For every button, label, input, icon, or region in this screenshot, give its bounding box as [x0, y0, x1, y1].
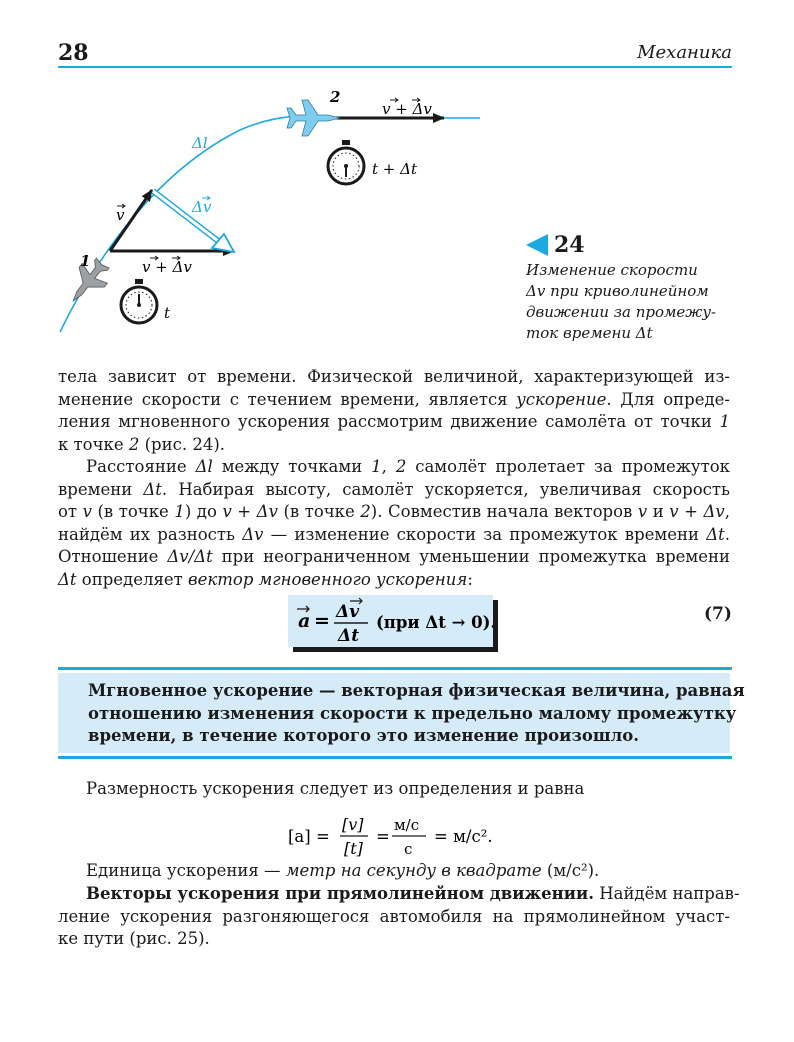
section-title: Механика — [637, 42, 732, 63]
paragraph-3: Размерность ускорения следует из определения и равна — [86, 779, 585, 798]
svg-text:Δt: Δt — [338, 626, 360, 646]
svg-text:Δv: Δv — [336, 602, 360, 622]
figure-24 — [0, 70, 520, 345]
paragraph-2: Расстояние Δl между точками 1, 2 самолёт пролетает за промежуток времени Δt. Набирая высоту, самолёт ускоряется, увеличивая скорость от v (в точке 1) до v + Δv (в точке 2). Совместив начала векторов v и v + Δv, найдём их разность Δv — изменение скорости за промежуток времени Δt. Отношение Δv/Δt при неограниченном уменьшении промежутка времени Δt определяет вектор мгновенного ускорения: — [58, 457, 730, 589]
paragraph-1: тела зависит от времени. Физической величиной, характеризующей из- менение скорости с течением времени, является ускорение. Для опреде- ления мгновенного ускорения рассмотрим движение самолёта от точки 1 к точке 2 (рис. 24). — [58, 367, 730, 454]
figure-number: 24 — [554, 232, 585, 258]
svg-text:(при Δt → 0).: (при Δt → 0). — [376, 613, 493, 632]
label-dv: Δv — [192, 198, 212, 216]
header-rule — [58, 66, 732, 68]
label-t-plus-dt: t + Δt — [372, 160, 417, 178]
caption-triangle-icon — [526, 234, 548, 256]
label-t: t — [164, 304, 171, 322]
page-number: 28 — [58, 40, 89, 66]
stopwatch-2-icon — [328, 140, 364, 184]
definition-rule-bottom — [58, 756, 732, 759]
svg-text:a: a — [298, 610, 311, 632]
label-point-2: 2 — [330, 88, 341, 106]
label-v: v — [116, 206, 125, 224]
label-delta-l: Δl — [192, 134, 208, 152]
svg-text:[a] =: [a] = — [288, 827, 330, 846]
definition-rule-top — [58, 667, 732, 670]
formula-7-box — [288, 595, 493, 647]
label-v-plus-dv-2: v + Δv — [382, 100, 432, 118]
page-header — [58, 40, 732, 68]
figure-caption-text: Изменение скорости Δv при криволинейном движении за промежу- ток времени Δt — [526, 261, 717, 342]
svg-text:=: = — [314, 610, 330, 632]
paragraph-5: Векторы ускорения при прямолинейном движении. Найдём направ- ление ускорения разгоняющегося автомобиля на прямолинейном участ- ке пути (рис. 25). — [58, 884, 740, 948]
dimension-formula — [288, 812, 528, 862]
svg-text:[t]: [t] — [344, 839, 363, 858]
definition-text: Мгновенное ускорение — векторная физическая величина, равная отношению изменения скорости к предельно малому промежутку времени, в течение которого это изменение произошло. — [88, 681, 745, 745]
label-v-plus-dv-1: v + Δv — [142, 258, 192, 276]
formula-7 — [288, 595, 493, 647]
label-point-1: 1 — [80, 252, 91, 270]
svg-text:с: с — [404, 840, 413, 858]
svg-text:= м/с².: = м/с². — [434, 827, 493, 846]
svg-text:м/с: м/с — [394, 816, 420, 834]
figure-caption — [526, 232, 736, 344]
svg-text:=: = — [376, 827, 390, 846]
equation-number: (7) — [704, 604, 732, 624]
svg-text:[v]: [v] — [342, 815, 364, 834]
stopwatch-1-icon — [121, 279, 157, 323]
paragraph-4: Единица ускорения — метр на секунду в квадрате (м/с²). — [86, 861, 600, 880]
